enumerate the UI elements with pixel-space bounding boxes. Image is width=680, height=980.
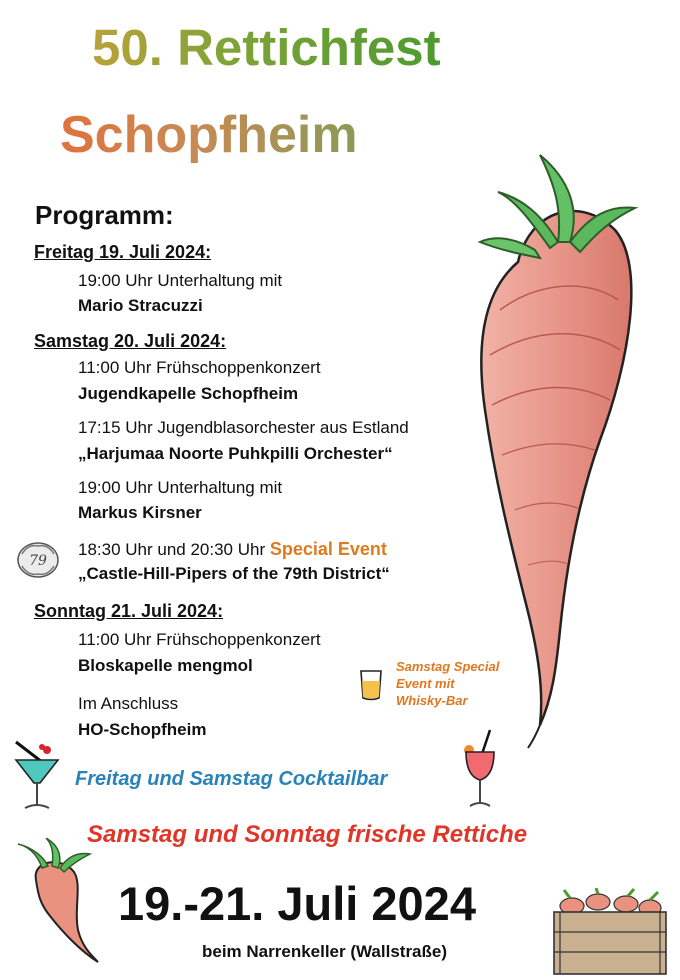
event-act: „Castle-Hill-Pipers of the 79th District“ [78,564,390,583]
pipers-emblem-icon [16,540,60,580]
fresh-radish-note: Samstag und Sonntag frische Rettiche [87,821,528,848]
event-time: 11:00 Uhr Frühschoppenkonzert [78,358,321,377]
special-event-label: Special Event [269,539,387,559]
day-heading-friday: Freitag 19. Juli 2024: [34,242,212,262]
event-act: HO-Schopfheim [78,720,207,739]
event-time: 11:00 Uhr Frühschoppenkonzert [78,630,321,649]
event-act: „Harjumaa Noorte Puhkpilli Orchester“ [78,444,393,463]
event-time: 19:00 Uhr Unterhaltung mit [78,478,283,497]
event-dates: 19.-21. Juli 2024 [118,877,476,930]
event-act: Mario Stracuzzi [78,296,203,315]
venue: beim Narrenkeller (Wallstraße) [202,942,448,961]
day-heading-sunday: Sonntag 21. Juli 2024: [34,601,224,621]
event-act: Bloskapelle mengmol [78,656,253,675]
whisky-bar-note [396,658,526,709]
cocktail-glass-icon [12,738,62,813]
event-time: 17:15 Uhr Jugendblasorchester aus Estland [78,418,409,437]
radish-crate-icon [550,888,670,976]
cocktail-bar-note: Freitag und Samstag Cocktailbar [75,768,388,790]
whisky-note-line: Event mit [396,676,455,691]
event-time: 19:00 Uhr Unterhaltung mit [78,271,283,290]
event-time: 18:30 Uhr und 20:30 Uhr [78,540,266,559]
program-heading: Programm: [35,200,174,230]
event-time: Im Anschluss [78,694,179,713]
day-heading-saturday: Samstag 20. Juli 2024: [34,331,227,351]
red-drink-icon [460,728,500,812]
whisky-note-line: Whisky-Bar [396,693,468,708]
event-time-special [78,539,387,560]
event-act: Jugendkapelle Schopfheim [78,384,299,403]
page-title: 50. Rettichfest [92,19,441,76]
page-subtitle: Schopfheim [60,106,358,164]
whisky-glass-icon [358,668,384,702]
emblem-text: 79 [29,553,47,569]
small-radish-icon [12,838,107,963]
whisky-note-line: Samstag Special [396,659,500,674]
event-act: Markus Kirsner [78,503,202,522]
